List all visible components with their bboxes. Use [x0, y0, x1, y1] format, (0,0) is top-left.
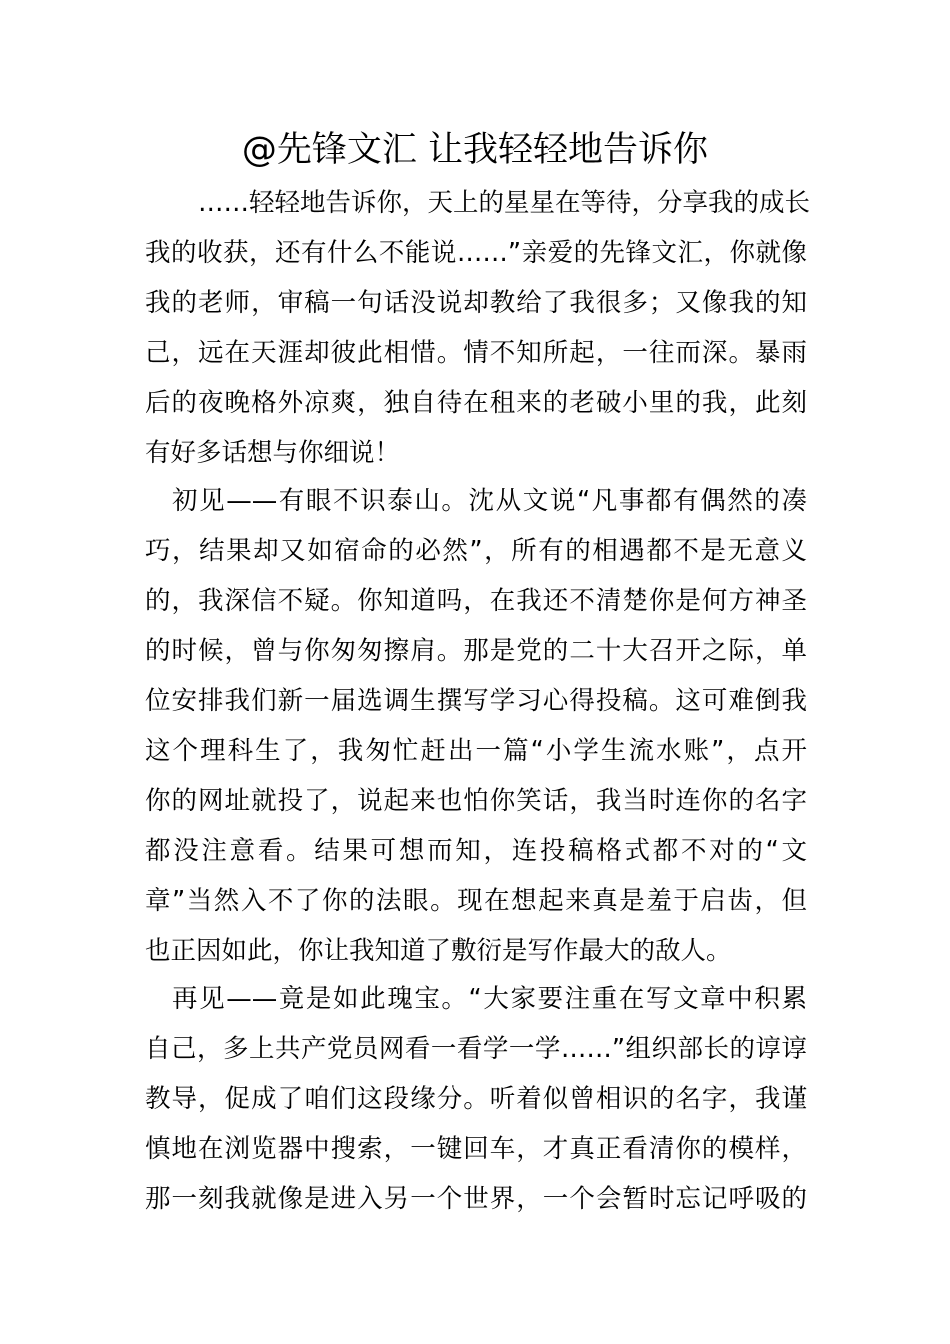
paragraph-line: 也正因如此，你让我知道了敷衍是写作最大的敌人。: [145, 936, 732, 966]
paragraph-line: 都没注意看。结果可想而知，连投稿格式都不对的“文: [145, 836, 807, 866]
paragraph-line: 我的老师，审稿一句话没说却教给了我很多；又像我的知: [145, 288, 807, 318]
paragraph-line: 自己，多上共产党员网看一看学一学……”组织部长的谆谆: [145, 1034, 807, 1064]
paragraph-line: 初见——有眼不识泰山。沈从文说“凡事都有偶然的凑: [172, 486, 807, 516]
paragraph-line: 再见——竟是如此瑰宝。“大家要注重在写文章中积累: [172, 984, 807, 1014]
paragraph-line: 后的夜晚格外凉爽，独自待在租来的老破小里的我，此刻: [145, 388, 807, 418]
paragraph-line: 教导，促成了咱们这段缘分。听着似曾相识的名字，我谨: [145, 1084, 807, 1114]
paragraph-line: 这个理科生了，我匆忙赶出一篇“小学生流水账”，点开: [145, 736, 807, 766]
paragraph-line: 你的网址就投了，说起来也怕你笑话，我当时连你的名字: [145, 786, 807, 816]
document-title: @先锋文汇 让我轻轻地告诉你: [241, 130, 709, 170]
paragraph-line: 章”当然入不了你的法眼。现在想起来真是羞于启齿，但: [145, 886, 807, 916]
paragraph-line: 有好多话想与你细说！: [145, 438, 401, 468]
paragraph-line: 巧，结果却又如宿命的必然”，所有的相遇都不是无意义: [145, 536, 807, 566]
paragraph-line: 的，我深信不疑。你知道吗，在我还不清楚你是何方神圣: [145, 586, 807, 616]
paragraph-line: 位安排我们新一届选调生撰写学习心得投稿。这可难倒我: [145, 686, 807, 716]
paragraph-line: 我的收获，还有什么不能说……”亲爱的先锋文汇，你就像: [145, 238, 807, 268]
paragraph-line: 慎地在浏览器中搜索，一键回车，才真正看清你的模样，: [145, 1134, 807, 1164]
paragraph-line: 那一刻我就像是进入另一个世界，一个会暂时忘记呼吸的: [145, 1184, 807, 1214]
paragraph-line: 己，远在天涯却彼此相惜。情不知所起，一往而深。暴雨: [145, 338, 807, 368]
paragraph-line: 的时候，曾与你匆匆擦肩。那是党的二十大召开之际，单: [145, 636, 807, 666]
paragraph-line: ……轻轻地告诉你，天上的星星在等待，分享我的成长: [198, 188, 811, 218]
